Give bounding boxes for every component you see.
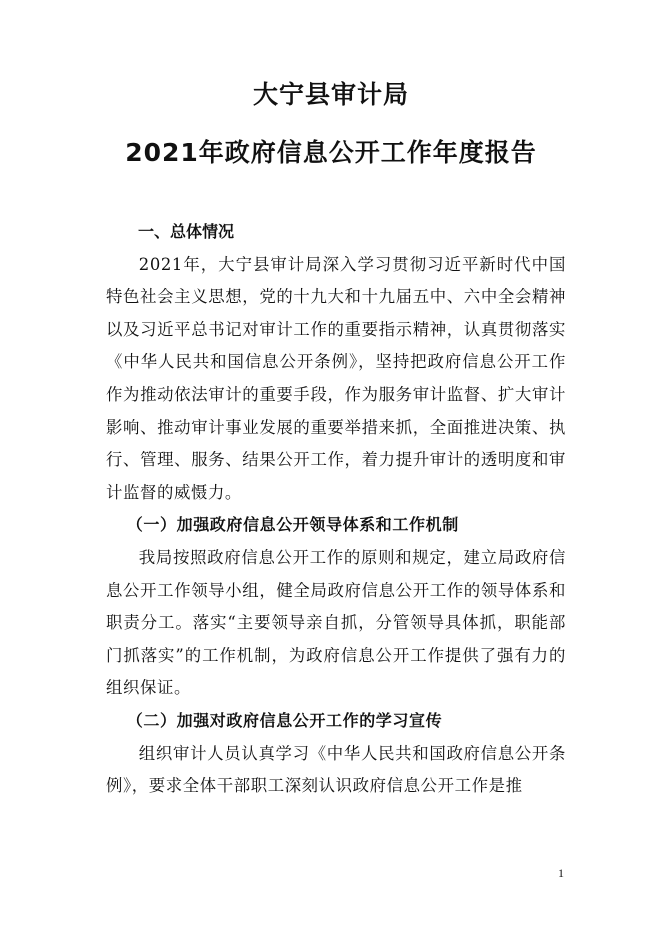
document-title-line1: 大宁县审计局 <box>252 80 409 109</box>
paragraph-leadership: 我局按照政府信息公开工作的原则和规定，建立局政府信息公开工作领导小组，健全局政府信息公开工作的领导体系和职责分工。落实“主要领导亲自抓，分管领导具体抓，职能部门抓落实”的工作机制，为政府信息公开工作提供了强有力的组织保证。 <box>106 547 566 698</box>
document-body <box>106 216 566 803</box>
title-block <box>0 80 662 168</box>
paragraph-overview: 2021年，大宁县审计局深入学习贯彻习近平新时代中国特色社会主义思想，党的十九大和十九届五中、六中全会精神以及习近平总书记对审计工作的重要指示精神，认真贯彻落实《中华人民共和国信息公开条例》，坚持把政府信息公开工作作为推动依法审计的重要手段，作为服务审计监督、扩大审计影响、推动审计事业发展的重要举措来抓，全面推进决策、执行、管理、服务、结果公开工作，着力提升审计的透明度和审计监督的威慑力。 <box>106 254 566 502</box>
page-number: 1 <box>558 866 564 880</box>
paragraph-study-publicity: 组织审计人员认真学习《中华人民共和国政府信息公开条例》，要求全体干部职工深刻认识政府信息公开工作是推 <box>106 743 566 796</box>
document-title-line2: 2021年政府信息公开工作年度报告 <box>125 138 537 167</box>
section-heading-overview: 一、总体情况 <box>138 222 235 241</box>
subheading-leadership: （一）加强政府信息公开领导体系和工作机制 <box>126 515 459 535</box>
subheading-study-publicity: （二）加强对政府信息公开工作的学习宣传 <box>126 710 443 730</box>
